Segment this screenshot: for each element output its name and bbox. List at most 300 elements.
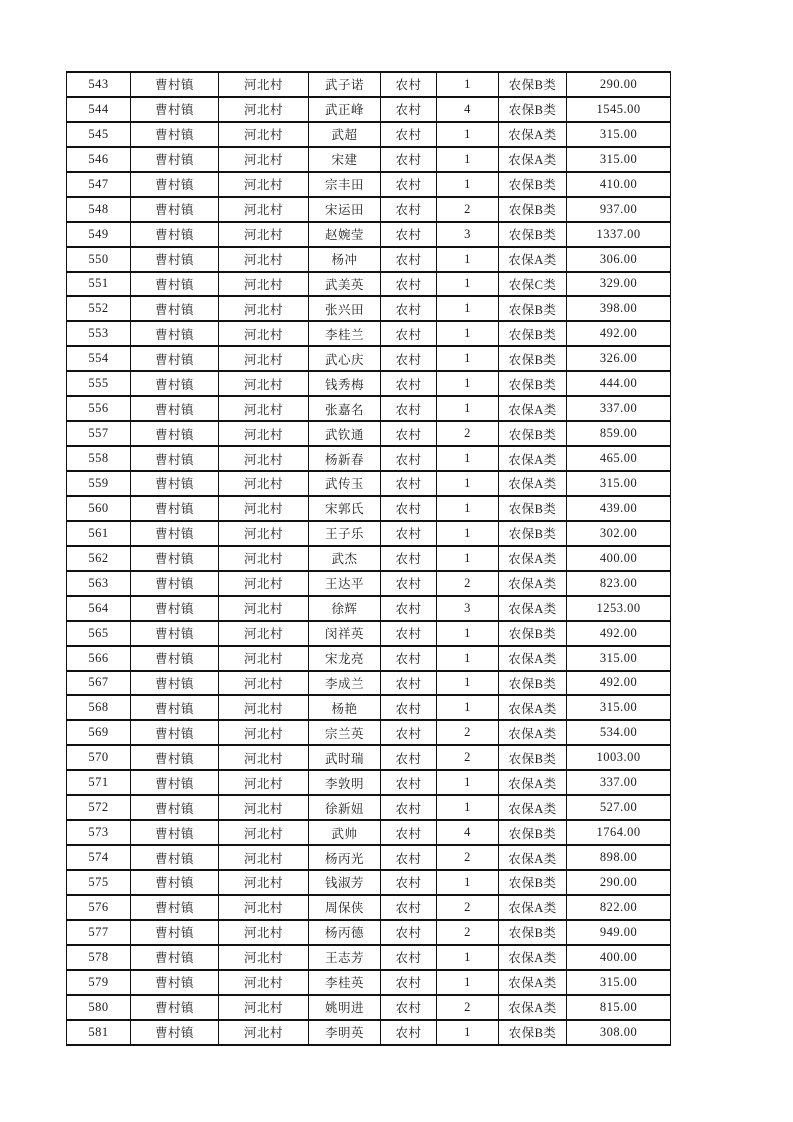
cell-headcount: 1 — [437, 546, 499, 571]
cell-person-name: 武帅 — [309, 820, 381, 845]
cell-person-name: 武杰 — [309, 546, 381, 571]
cell-insurance-category: 农保B类 — [499, 72, 567, 97]
cell-insurance-category: 农保B类 — [499, 820, 567, 845]
cell-village: 河北村 — [219, 222, 309, 247]
cell-village: 河北村 — [219, 272, 309, 297]
cell-amount: 823.00 — [567, 571, 671, 596]
cell-amount: 290.00 — [567, 870, 671, 895]
cell-village: 河北村 — [219, 97, 309, 122]
cell-person-name: 张兴田 — [309, 296, 381, 321]
cell-headcount: 1 — [437, 646, 499, 671]
cell-serial: 543 — [67, 72, 131, 97]
cell-town: 曹村镇 — [131, 945, 219, 970]
table-row — [67, 197, 671, 222]
cell-residence: 农村 — [381, 446, 437, 471]
cell-residence: 农村 — [381, 571, 437, 596]
cell-person-name: 李敦明 — [309, 770, 381, 795]
cell-amount: 898.00 — [567, 845, 671, 870]
cell-village: 河北村 — [219, 770, 309, 795]
cell-headcount: 1 — [437, 172, 499, 197]
table-row — [67, 371, 671, 396]
cell-village: 河北村 — [219, 845, 309, 870]
table-row — [67, 346, 671, 371]
cell-village: 河北村 — [219, 920, 309, 945]
cell-person-name: 钱淑芳 — [309, 870, 381, 895]
table-row — [67, 920, 671, 945]
table-row — [67, 820, 671, 845]
cell-village: 河北村 — [219, 870, 309, 895]
cell-village: 河北村 — [219, 371, 309, 396]
cell-headcount: 1 — [437, 296, 499, 321]
cell-person-name: 武美英 — [309, 272, 381, 297]
cell-insurance-category: 农保A类 — [499, 147, 567, 172]
cell-insurance-category: 农保A类 — [499, 770, 567, 795]
cell-headcount: 1 — [437, 1020, 499, 1045]
cell-insurance-category: 农保A类 — [499, 720, 567, 745]
cell-residence: 农村 — [381, 496, 437, 521]
cell-town: 曹村镇 — [131, 296, 219, 321]
cell-headcount: 4 — [437, 820, 499, 845]
cell-headcount: 1 — [437, 671, 499, 696]
cell-headcount: 1 — [437, 122, 499, 147]
cell-amount: 439.00 — [567, 496, 671, 521]
cell-amount: 315.00 — [567, 970, 671, 995]
cell-insurance-category: 农保A类 — [499, 446, 567, 471]
cell-town: 曹村镇 — [131, 820, 219, 845]
cell-town: 曹村镇 — [131, 346, 219, 371]
cell-serial: 552 — [67, 296, 131, 321]
cell-serial: 556 — [67, 396, 131, 421]
cell-amount: 1003.00 — [567, 745, 671, 770]
cell-headcount: 2 — [437, 845, 499, 870]
cell-serial: 574 — [67, 845, 131, 870]
cell-amount: 398.00 — [567, 296, 671, 321]
cell-person-name: 杨丙光 — [309, 845, 381, 870]
cell-residence: 农村 — [381, 720, 437, 745]
table-row — [67, 621, 671, 646]
cell-person-name: 宋运田 — [309, 197, 381, 222]
cell-amount: 290.00 — [567, 72, 671, 97]
cell-insurance-category: 农保A类 — [499, 546, 567, 571]
cell-village: 河北村 — [219, 820, 309, 845]
cell-insurance-category: 农保B类 — [499, 745, 567, 770]
table-row — [67, 546, 671, 571]
cell-person-name: 杨艳 — [309, 695, 381, 720]
cell-insurance-category: 农保B类 — [499, 97, 567, 122]
cell-town: 曹村镇 — [131, 671, 219, 696]
cell-serial: 567 — [67, 671, 131, 696]
cell-residence: 农村 — [381, 920, 437, 945]
cell-person-name: 杨冲 — [309, 247, 381, 272]
table-row — [67, 296, 671, 321]
cell-town: 曹村镇 — [131, 745, 219, 770]
cell-village: 河北村 — [219, 496, 309, 521]
cell-town: 曹村镇 — [131, 446, 219, 471]
cell-amount: 326.00 — [567, 346, 671, 371]
cell-town: 曹村镇 — [131, 396, 219, 421]
cell-village: 河北村 — [219, 321, 309, 346]
cell-residence: 农村 — [381, 1020, 437, 1045]
cell-person-name: 李桂英 — [309, 970, 381, 995]
cell-residence: 农村 — [381, 346, 437, 371]
cell-residence: 农村 — [381, 671, 437, 696]
cell-village: 河北村 — [219, 122, 309, 147]
cell-residence: 农村 — [381, 247, 437, 272]
table-row — [67, 396, 671, 421]
cell-insurance-category: 农保A类 — [499, 895, 567, 920]
cell-insurance-category: 农保B类 — [499, 870, 567, 895]
cell-residence: 农村 — [381, 770, 437, 795]
cell-residence: 农村 — [381, 870, 437, 895]
cell-insurance-category: 农保B类 — [499, 172, 567, 197]
cell-person-name: 王子乐 — [309, 521, 381, 546]
cell-headcount: 1 — [437, 795, 499, 820]
cell-insurance-category: 农保B类 — [499, 321, 567, 346]
cell-residence: 农村 — [381, 695, 437, 720]
cell-residence: 农村 — [381, 995, 437, 1020]
cell-amount: 527.00 — [567, 795, 671, 820]
cell-serial: 577 — [67, 920, 131, 945]
cell-headcount: 2 — [437, 745, 499, 770]
cell-village: 河北村 — [219, 446, 309, 471]
cell-serial: 581 — [67, 1020, 131, 1045]
cell-headcount: 3 — [437, 596, 499, 621]
cell-town: 曹村镇 — [131, 521, 219, 546]
cell-headcount: 2 — [437, 421, 499, 446]
cell-amount: 410.00 — [567, 172, 671, 197]
cell-town: 曹村镇 — [131, 720, 219, 745]
cell-amount: 337.00 — [567, 770, 671, 795]
cell-person-name: 武钦通 — [309, 421, 381, 446]
cell-amount: 1253.00 — [567, 596, 671, 621]
cell-amount: 315.00 — [567, 122, 671, 147]
cell-serial: 551 — [67, 272, 131, 297]
cell-village: 河北村 — [219, 346, 309, 371]
cell-town: 曹村镇 — [131, 895, 219, 920]
cell-headcount: 2 — [437, 995, 499, 1020]
cell-headcount: 2 — [437, 920, 499, 945]
cell-village: 河北村 — [219, 247, 309, 272]
cell-headcount: 1 — [437, 471, 499, 496]
cell-headcount: 1 — [437, 621, 499, 646]
cell-insurance-category: 农保A类 — [499, 247, 567, 272]
cell-town: 曹村镇 — [131, 172, 219, 197]
cell-person-name: 李成兰 — [309, 671, 381, 696]
cell-person-name: 宗丰田 — [309, 172, 381, 197]
cell-village: 河北村 — [219, 695, 309, 720]
cell-town: 曹村镇 — [131, 122, 219, 147]
cell-amount: 815.00 — [567, 995, 671, 1020]
cell-residence: 农村 — [381, 321, 437, 346]
cell-residence: 农村 — [381, 945, 437, 970]
cell-serial: 554 — [67, 346, 131, 371]
cell-person-name: 姚明进 — [309, 995, 381, 1020]
table-row — [67, 97, 671, 122]
table-row — [67, 471, 671, 496]
table-row — [67, 845, 671, 870]
cell-person-name: 徐新妞 — [309, 795, 381, 820]
cell-headcount: 1 — [437, 396, 499, 421]
cell-insurance-category: 农保A类 — [499, 571, 567, 596]
cell-serial: 571 — [67, 770, 131, 795]
cell-residence: 农村 — [381, 421, 437, 446]
cell-town: 曹村镇 — [131, 496, 219, 521]
table-row — [67, 122, 671, 147]
cell-headcount: 1 — [437, 247, 499, 272]
cell-village: 河北村 — [219, 421, 309, 446]
cell-town: 曹村镇 — [131, 596, 219, 621]
cell-amount: 329.00 — [567, 272, 671, 297]
cell-serial: 547 — [67, 172, 131, 197]
cell-headcount: 1 — [437, 446, 499, 471]
cell-serial: 559 — [67, 471, 131, 496]
cell-amount: 444.00 — [567, 371, 671, 396]
cell-person-name: 赵婉莹 — [309, 222, 381, 247]
cell-serial: 565 — [67, 621, 131, 646]
cell-residence: 农村 — [381, 97, 437, 122]
cell-insurance-category: 农保B类 — [499, 371, 567, 396]
cell-serial: 560 — [67, 496, 131, 521]
table-row — [67, 970, 671, 995]
cell-headcount: 2 — [437, 895, 499, 920]
cell-residence: 农村 — [381, 471, 437, 496]
cell-serial: 546 — [67, 147, 131, 172]
cell-amount: 315.00 — [567, 646, 671, 671]
cell-person-name: 宋龙亮 — [309, 646, 381, 671]
cell-person-name: 李明英 — [309, 1020, 381, 1045]
cell-residence: 农村 — [381, 197, 437, 222]
cell-residence: 农村 — [381, 172, 437, 197]
table-row — [67, 222, 671, 247]
table-row — [67, 671, 671, 696]
cell-village: 河北村 — [219, 646, 309, 671]
cell-headcount: 2 — [437, 720, 499, 745]
cell-headcount: 2 — [437, 197, 499, 222]
cell-town: 曹村镇 — [131, 421, 219, 446]
cell-headcount: 1 — [437, 770, 499, 795]
table-row — [67, 596, 671, 621]
table-row — [67, 496, 671, 521]
cell-village: 河北村 — [219, 671, 309, 696]
cell-person-name: 武超 — [309, 122, 381, 147]
cell-serial: 572 — [67, 795, 131, 820]
cell-person-name: 李桂兰 — [309, 321, 381, 346]
cell-amount: 937.00 — [567, 197, 671, 222]
cell-town: 曹村镇 — [131, 845, 219, 870]
table-body — [67, 72, 671, 1045]
cell-town: 曹村镇 — [131, 646, 219, 671]
cell-insurance-category: 农保A类 — [499, 646, 567, 671]
cell-town: 曹村镇 — [131, 546, 219, 571]
cell-headcount: 1 — [437, 970, 499, 995]
cell-insurance-category: 农保A类 — [499, 596, 567, 621]
cell-residence: 农村 — [381, 745, 437, 770]
cell-serial: 544 — [67, 97, 131, 122]
cell-town: 曹村镇 — [131, 272, 219, 297]
cell-town: 曹村镇 — [131, 1020, 219, 1045]
cell-town: 曹村镇 — [131, 621, 219, 646]
cell-headcount: 1 — [437, 272, 499, 297]
table-row — [67, 695, 671, 720]
cell-amount: 1337.00 — [567, 222, 671, 247]
cell-headcount: 1 — [437, 945, 499, 970]
table-row — [67, 172, 671, 197]
payment-roster-table — [66, 71, 671, 1046]
cell-village: 河北村 — [219, 720, 309, 745]
cell-insurance-category: 农保B类 — [499, 421, 567, 446]
table-row — [67, 795, 671, 820]
cell-person-name: 徐辉 — [309, 596, 381, 621]
cell-amount: 492.00 — [567, 671, 671, 696]
cell-residence: 农村 — [381, 296, 437, 321]
cell-village: 河北村 — [219, 396, 309, 421]
cell-village: 河北村 — [219, 172, 309, 197]
cell-residence: 农村 — [381, 596, 437, 621]
cell-town: 曹村镇 — [131, 571, 219, 596]
cell-village: 河北村 — [219, 147, 309, 172]
cell-insurance-category: 农保B类 — [499, 521, 567, 546]
table-row — [67, 945, 671, 970]
cell-amount: 534.00 — [567, 720, 671, 745]
cell-insurance-category: 农保B类 — [499, 296, 567, 321]
table-row — [67, 720, 671, 745]
cell-amount: 308.00 — [567, 1020, 671, 1045]
cell-headcount: 3 — [437, 222, 499, 247]
table-row — [67, 247, 671, 272]
table-row — [67, 745, 671, 770]
cell-residence: 农村 — [381, 646, 437, 671]
cell-residence: 农村 — [381, 72, 437, 97]
cell-amount: 822.00 — [567, 895, 671, 920]
cell-village: 河北村 — [219, 596, 309, 621]
cell-amount: 302.00 — [567, 521, 671, 546]
cell-village: 河北村 — [219, 895, 309, 920]
cell-town: 曹村镇 — [131, 471, 219, 496]
cell-amount: 337.00 — [567, 396, 671, 421]
cell-amount: 315.00 — [567, 471, 671, 496]
cell-village: 河北村 — [219, 1020, 309, 1045]
cell-insurance-category: 农保A类 — [499, 471, 567, 496]
cell-insurance-category: 农保A类 — [499, 795, 567, 820]
cell-amount: 465.00 — [567, 446, 671, 471]
cell-amount: 400.00 — [567, 546, 671, 571]
table-row — [67, 870, 671, 895]
cell-amount: 492.00 — [567, 321, 671, 346]
cell-town: 曹村镇 — [131, 920, 219, 945]
cell-village: 河北村 — [219, 795, 309, 820]
cell-town: 曹村镇 — [131, 222, 219, 247]
cell-serial: 553 — [67, 321, 131, 346]
cell-residence: 农村 — [381, 521, 437, 546]
cell-residence: 农村 — [381, 895, 437, 920]
cell-insurance-category: 农保B类 — [499, 621, 567, 646]
cell-serial: 580 — [67, 995, 131, 1020]
cell-person-name: 张嘉名 — [309, 396, 381, 421]
cell-amount: 400.00 — [567, 945, 671, 970]
cell-village: 河北村 — [219, 970, 309, 995]
cell-village: 河北村 — [219, 995, 309, 1020]
cell-insurance-category: 农保B类 — [499, 197, 567, 222]
cell-town: 曹村镇 — [131, 72, 219, 97]
cell-insurance-category: 农保A类 — [499, 122, 567, 147]
cell-village: 河北村 — [219, 471, 309, 496]
cell-serial: 545 — [67, 122, 131, 147]
cell-serial: 555 — [67, 371, 131, 396]
cell-person-name: 宗兰英 — [309, 720, 381, 745]
table-row — [67, 995, 671, 1020]
table-row — [67, 446, 671, 471]
cell-insurance-category: 农保C类 — [499, 272, 567, 297]
cell-serial: 558 — [67, 446, 131, 471]
cell-insurance-category: 农保B类 — [499, 671, 567, 696]
cell-amount: 306.00 — [567, 247, 671, 272]
cell-insurance-category: 农保A类 — [499, 396, 567, 421]
cell-serial: 573 — [67, 820, 131, 845]
cell-amount: 1545.00 — [567, 97, 671, 122]
cell-town: 曹村镇 — [131, 795, 219, 820]
cell-headcount: 1 — [437, 371, 499, 396]
cell-serial: 578 — [67, 945, 131, 970]
cell-residence: 农村 — [381, 396, 437, 421]
cell-village: 河北村 — [219, 621, 309, 646]
cell-person-name: 武子诺 — [309, 72, 381, 97]
cell-town: 曹村镇 — [131, 770, 219, 795]
cell-residence: 农村 — [381, 621, 437, 646]
cell-headcount: 1 — [437, 695, 499, 720]
table-row — [67, 571, 671, 596]
table-row — [67, 521, 671, 546]
table-row — [67, 147, 671, 172]
cell-amount: 1764.00 — [567, 820, 671, 845]
cell-insurance-category: 农保B类 — [499, 346, 567, 371]
cell-residence: 农村 — [381, 795, 437, 820]
cell-serial: 550 — [67, 247, 131, 272]
cell-residence: 农村 — [381, 371, 437, 396]
cell-person-name: 宋郭氏 — [309, 496, 381, 521]
table-row — [67, 72, 671, 97]
cell-headcount: 1 — [437, 321, 499, 346]
cell-amount: 492.00 — [567, 621, 671, 646]
cell-serial: 575 — [67, 870, 131, 895]
cell-residence: 农村 — [381, 272, 437, 297]
cell-person-name: 武传玉 — [309, 471, 381, 496]
cell-headcount: 1 — [437, 72, 499, 97]
cell-town: 曹村镇 — [131, 147, 219, 172]
cell-serial: 563 — [67, 571, 131, 596]
cell-residence: 农村 — [381, 820, 437, 845]
cell-residence: 农村 — [381, 122, 437, 147]
table-row — [67, 1020, 671, 1045]
cell-serial: 566 — [67, 646, 131, 671]
cell-amount: 315.00 — [567, 147, 671, 172]
cell-person-name: 武正峰 — [309, 97, 381, 122]
cell-amount: 315.00 — [567, 695, 671, 720]
cell-insurance-category: 农保A类 — [499, 945, 567, 970]
cell-person-name: 王达平 — [309, 571, 381, 596]
cell-village: 河北村 — [219, 945, 309, 970]
cell-insurance-category: 农保B类 — [499, 222, 567, 247]
cell-person-name: 钱秀梅 — [309, 371, 381, 396]
cell-amount: 859.00 — [567, 421, 671, 446]
cell-town: 曹村镇 — [131, 995, 219, 1020]
cell-serial: 562 — [67, 546, 131, 571]
cell-serial: 568 — [67, 695, 131, 720]
table-row — [67, 646, 671, 671]
cell-insurance-category: 农保B类 — [499, 496, 567, 521]
cell-residence: 农村 — [381, 970, 437, 995]
table-row — [67, 321, 671, 346]
cell-headcount: 1 — [437, 346, 499, 371]
